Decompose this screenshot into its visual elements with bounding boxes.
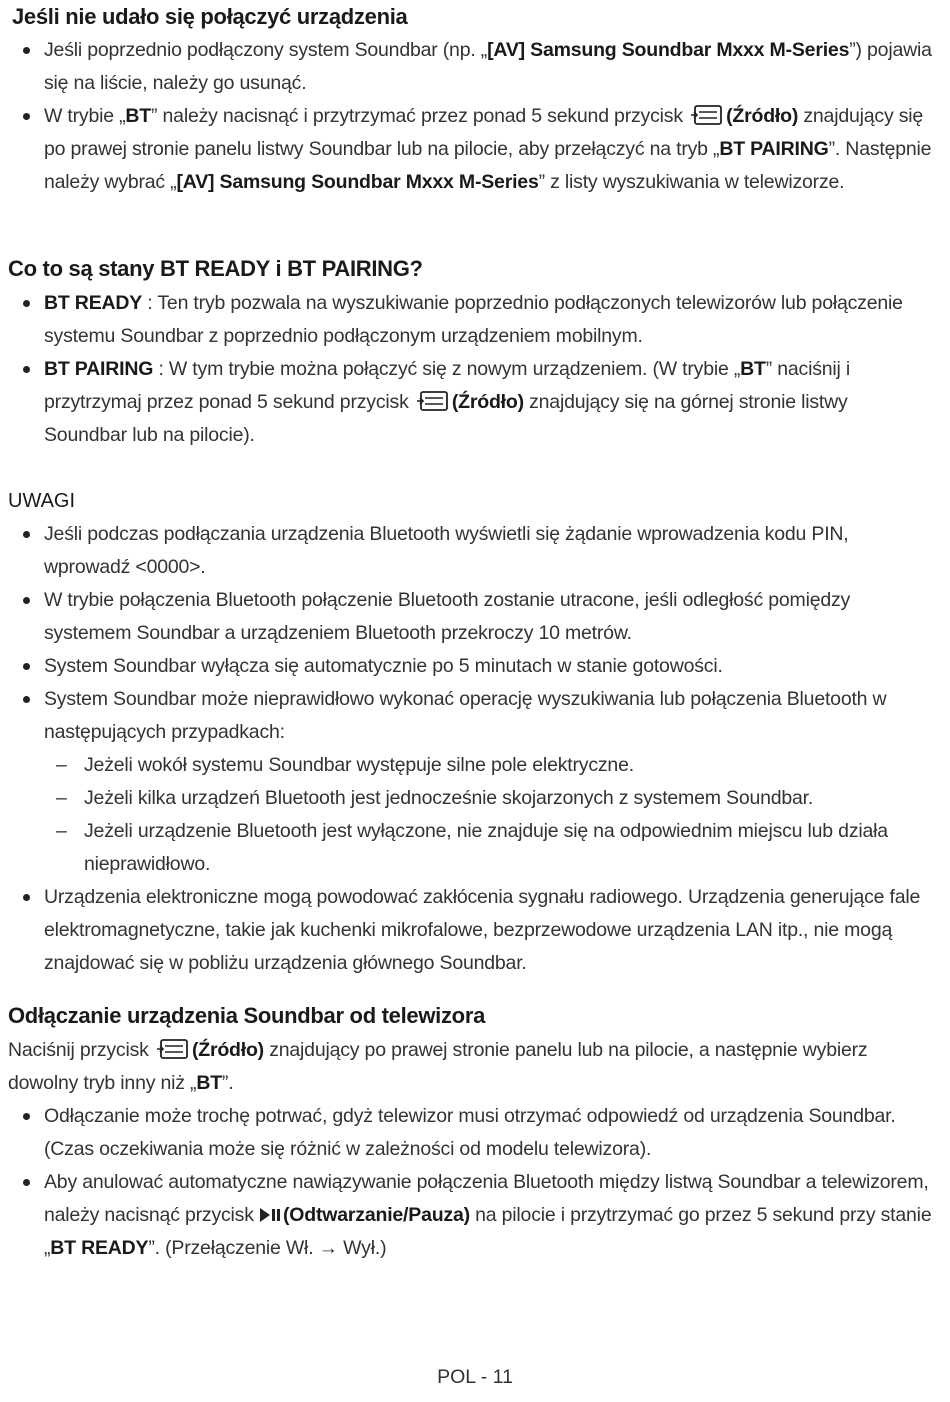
- source-button-icon: [156, 1037, 190, 1061]
- subitem-device-off: – Jeżeli urządzenie Bluetooth jest wyłączone, nie znajduje się na odpowiednim miejscu lub działa nieprawidłowo.: [84, 815, 934, 881]
- note-auto-standby: System Soundbar wyłącza się automatycznie po 5 minutach w stanie gotowości.: [44, 650, 934, 683]
- source-button-icon: [690, 103, 724, 127]
- page-number: POL - 11: [437, 1366, 513, 1388]
- notes-heading: UWAGI: [8, 490, 76, 512]
- dash-marker: –: [56, 754, 67, 776]
- subitem-multiple-devices: – Jeżeli kilka urządzeń Bluetooth jest jednocześnie skojarzonych z systemem Soundbar.: [84, 782, 934, 815]
- play-pause-icon: [259, 1207, 281, 1223]
- note-range-limit: W trybie połączenia Bluetooth połączenie Bluetooth zostanie utracone, jeśli odległość pomiędzy systemem Soundbar a urządzeniem Bluetooth przekroczy 10 metrów.: [44, 584, 934, 650]
- bullet-remove-previous: Jeśli poprzednio podłączony system Soundbar (np. „[AV] Samsung Soundbar Mxxx M-Series”) pojawia się na liście, należy go usunąć.: [44, 34, 934, 100]
- note-pin-code: Jeśli podczas podłączania urządzenia Bluetooth wyświetli się żądanie wprowadzenia kodu PIN, wprowadź <0000>.: [44, 518, 934, 584]
- note-interference: Urządzenia elektroniczne mogą powodować zakłócenia sygnału radiowego. Urządzenia generujące fale elektromagnetyczne, takie jak kuchenki mikrofalowe, bezprzewodowe urządzenia LAN itp., nie mogą znajdować się w pobliżu urządzenia głównego Soundbar.: [44, 881, 934, 980]
- dash-marker: –: [56, 820, 67, 842]
- section-heading-bt-states: Co to są stany BT READY i BT PAIRING?: [8, 256, 423, 281]
- subitem-electric-field: – Jeżeli wokół systemu Soundbar występuje silne pole elektryczne.: [84, 749, 934, 782]
- section-heading-connection-failed: Jeśli nie udało się połączyć urządzenia: [12, 4, 408, 29]
- source-button-icon: [416, 389, 450, 413]
- dash-marker: –: [56, 787, 67, 809]
- disconnect-intro: Naciśnij przycisk (Źródło) znajdujący po prawej stronie panelu lub na pilocie, a następnie wybierz dowolny tryb inny niż „BT”.: [8, 1039, 868, 1094]
- bullet-disconnect-delay: Odłączanie może trochę potrwać, gdyż telewizor musi otrzymać odpowiedź od urządzenia Soundbar. (Czas oczekiwania może się różnić w zależności od modelu telewizora).: [44, 1100, 934, 1166]
- bullet-bt-pairing-switch: W trybie „BT” należy nacisnąć i przytrzymać przez ponad 5 sekund przycisk (Źródło) znajdujący się po prawej stronie panelu listwy Soundbar lub na pilocie, aby przełączyć na tryb „BT PAIRING”. Następnie należy wybrać „[AV] Samsung Soundbar Mxxx M-Series” z listy wyszukiwania w telewizorze.: [44, 100, 934, 199]
- bullet-bt-pairing: BT PAIRING : W tym trybie można połączyć się z nowym urządzeniem. (W trybie „BT” naciśnij i przytrzymaj przez ponad 5 sekund przycisk (Źródło) znajdujący się na górnej stronie listwy Soundbar lub na pilocie).: [44, 353, 934, 452]
- section-heading-disconnect-tv: Odłączanie urządzenia Soundbar od telewizora: [8, 1003, 486, 1028]
- bullet-bt-ready: BT READY : Ten tryb pozwala na wyszukiwanie poprzednio podłączonych telewizorów lub połączenie systemu Soundbar z poprzednio podłączonym urządzeniem mobilnym.: [44, 287, 934, 353]
- note-search-failures: System Soundbar może nieprawidłowo wykonać operację wyszukiwania lub połączenia Bluetooth w następujących przypadkach:: [44, 683, 934, 749]
- bullet-cancel-auto-connect: Aby anulować automatyczne nawiązywanie połączenia Bluetooth między listwą Soundbar a telewizorem, należy nacisnąć przycisk (Odtwarzanie/Pauza) na pilocie i przytrzymać go przez 5 sekund przy stanie „BT READY”. (Przełączenie Wł. → Wył.): [44, 1166, 934, 1265]
